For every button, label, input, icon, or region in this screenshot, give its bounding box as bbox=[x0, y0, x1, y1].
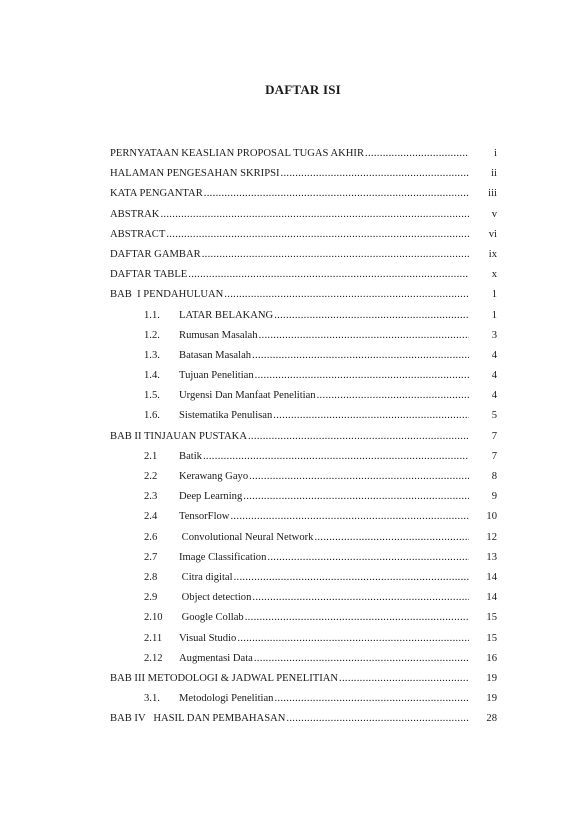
toc-dot-leader bbox=[317, 390, 469, 401]
toc-entry-number: 2.3 bbox=[144, 491, 158, 503]
toc-dot-leader bbox=[274, 693, 469, 704]
toc-dot-leader bbox=[365, 148, 469, 159]
toc-entry-label: Rumusan Masalah bbox=[179, 329, 258, 341]
toc-entry-label: BAB IV HASIL DAN PEMBAHASAN bbox=[110, 713, 286, 725]
toc-entry-page: i bbox=[494, 148, 497, 159]
toc-entry-label: Citra digital bbox=[179, 571, 233, 583]
toc-entry-page: 7 bbox=[491, 450, 497, 462]
toc-entry-label: Sistematika Penulisan bbox=[179, 410, 273, 422]
toc-entry-label: Batik bbox=[179, 450, 202, 462]
toc-entry bbox=[110, 471, 497, 491]
page-title: DAFTAR ISI bbox=[265, 82, 341, 97]
toc-dot-leader bbox=[254, 653, 469, 664]
toc-entry-label: Tujuan Penelitian bbox=[179, 370, 254, 382]
toc-entry-page: 9 bbox=[491, 491, 497, 503]
toc-entry-number: 1.1. bbox=[144, 309, 160, 321]
toc-dot-leader bbox=[273, 410, 469, 421]
toc-entry-page: ix bbox=[488, 248, 497, 260]
toc-entry-page: 1 bbox=[491, 289, 497, 301]
toc-entry-label: LATAR BELAKANG bbox=[179, 309, 274, 321]
toc-entry-page: 5 bbox=[491, 410, 497, 422]
toc-entry-label: KATA PENGANTAR bbox=[110, 188, 203, 200]
toc-entry bbox=[110, 209, 497, 229]
toc-entry bbox=[110, 673, 497, 693]
toc-entry bbox=[110, 289, 497, 309]
toc-dot-leader bbox=[249, 471, 469, 482]
toc-entry-label: DAFTAR TABLE bbox=[110, 269, 188, 281]
toc-entry bbox=[110, 653, 497, 673]
toc-entry bbox=[110, 188, 497, 208]
toc-entry bbox=[110, 350, 497, 370]
toc-entry-label: Augmentasi Data bbox=[179, 652, 253, 664]
toc-entry-number: 1.5. bbox=[144, 390, 160, 402]
toc-dot-leader bbox=[252, 350, 469, 361]
toc-entry-label: Convolutional Neural Network bbox=[179, 531, 314, 543]
toc-entry-page: 12 bbox=[486, 531, 497, 543]
toc-entry bbox=[110, 451, 497, 471]
toc-entry bbox=[110, 491, 497, 511]
toc-entry bbox=[110, 532, 497, 552]
toc-entry-label: Visual Studio bbox=[179, 632, 237, 644]
toc-entry-page: 15 bbox=[486, 632, 497, 644]
toc-entry-page: 14 bbox=[486, 592, 497, 604]
toc-entry bbox=[110, 269, 497, 289]
toc-dot-leader bbox=[203, 451, 469, 462]
toc-entry-page: 4 bbox=[491, 370, 497, 382]
toc-dot-leader bbox=[204, 188, 469, 199]
toc-entry bbox=[110, 572, 497, 592]
toc-entry bbox=[110, 612, 497, 632]
toc-dot-leader bbox=[286, 713, 469, 724]
toc-entry-page: 16 bbox=[486, 652, 497, 664]
toc-entry-page: 4 bbox=[491, 349, 497, 361]
toc-entry bbox=[110, 330, 497, 350]
toc-entry bbox=[110, 431, 497, 451]
toc-entry bbox=[110, 148, 497, 168]
toc-entry bbox=[110, 592, 497, 612]
toc-dot-leader bbox=[281, 168, 469, 179]
toc-entry-page: v bbox=[491, 208, 497, 220]
toc-entry-number: 1.4. bbox=[144, 370, 160, 382]
toc-entry bbox=[110, 410, 497, 430]
toc-dot-leader bbox=[255, 370, 469, 381]
table-of-contents bbox=[110, 148, 497, 733]
toc-entry-label: Deep Learning bbox=[179, 491, 243, 503]
toc-entry-page: 3 bbox=[491, 329, 497, 341]
toc-dot-leader bbox=[314, 532, 469, 543]
toc-entry-number: 3.1. bbox=[144, 693, 160, 705]
toc-entry-label: Google Collab bbox=[179, 612, 244, 624]
toc-entry-number: 1.2. bbox=[144, 329, 160, 341]
toc-entry-number: 2.8 bbox=[144, 571, 158, 583]
toc-entry-label: HALAMAN PENGESAHAN SKRIPSI bbox=[110, 168, 280, 180]
toc-entry-label: BAB I PENDAHULUAN bbox=[110, 289, 224, 301]
toc-entry-label: Urgensi Dan Manfaat Penelitian bbox=[179, 390, 316, 402]
toc-entry bbox=[110, 229, 497, 249]
toc-entry-page: 10 bbox=[486, 511, 497, 523]
toc-entry-page: 19 bbox=[486, 693, 497, 705]
toc-entry-label: BAB III METODOLOGI & JADWAL PENELITIAN bbox=[110, 672, 339, 684]
toc-dot-leader bbox=[252, 592, 469, 603]
toc-entry-label: PERNYATAAN KEASLIAN PROPOSAL TUGAS AKHIR bbox=[110, 148, 365, 159]
toc-entry-number: 2.12 bbox=[144, 652, 163, 664]
toc-dot-leader bbox=[188, 269, 469, 280]
toc-entry-label: BAB II TINJAUAN PUSTAKA bbox=[110, 430, 247, 442]
toc-entry-number: 2.7 bbox=[144, 551, 158, 563]
toc-dot-leader bbox=[274, 310, 469, 321]
toc-dot-leader bbox=[224, 289, 469, 300]
toc-entry-number: 1.3. bbox=[144, 349, 160, 361]
toc-entry-page: 8 bbox=[491, 471, 497, 482]
toc-entry-number: 2.9 bbox=[144, 592, 158, 604]
toc-entry-page: x bbox=[491, 269, 497, 281]
toc-entry-label: Kerawang Gayo bbox=[179, 471, 249, 482]
toc-entry-page: 7 bbox=[491, 430, 497, 442]
toc-entry-page: vi bbox=[488, 228, 497, 240]
toc-entry bbox=[110, 370, 497, 390]
toc-dot-leader bbox=[248, 431, 469, 442]
toc-entry-number: 2.6 bbox=[144, 531, 158, 543]
toc-dot-leader bbox=[245, 612, 469, 623]
toc-entry-number: 1.6. bbox=[144, 410, 160, 422]
toc-entry-label: TensorFlow bbox=[179, 511, 230, 523]
toc-dot-leader bbox=[234, 572, 469, 583]
toc-entry-page: 4 bbox=[491, 390, 497, 402]
toc-dot-leader bbox=[237, 633, 469, 644]
toc-entry-page: iii bbox=[488, 188, 497, 200]
toc-entry-page: 14 bbox=[486, 571, 497, 583]
toc-entry-page: 19 bbox=[486, 672, 497, 684]
toc-entry-number: 2.11 bbox=[144, 632, 163, 644]
toc-dot-leader bbox=[259, 330, 469, 341]
toc-entry-page: 15 bbox=[486, 612, 497, 624]
toc-dot-leader bbox=[267, 552, 469, 563]
toc-entry-page: 13 bbox=[486, 551, 497, 563]
toc-dot-leader bbox=[243, 491, 469, 502]
toc-entry-page: 1 bbox=[491, 309, 497, 321]
toc-entry bbox=[110, 390, 497, 410]
toc-entry-label: ABSTRAK bbox=[110, 208, 160, 220]
toc-entry-label: DAFTAR GAMBAR bbox=[110, 248, 201, 260]
toc-entry-label: Batasan Masalah bbox=[179, 349, 252, 361]
toc-entry-label: Image Classification bbox=[179, 551, 267, 563]
toc-entry bbox=[110, 713, 497, 733]
toc-entry bbox=[110, 693, 497, 713]
toc-entry-number: 2.4 bbox=[144, 511, 158, 523]
toc-entry bbox=[110, 168, 497, 188]
toc-dot-leader bbox=[230, 511, 469, 522]
toc-entry-label: ABSTRACT bbox=[110, 228, 166, 240]
toc-entry bbox=[110, 310, 497, 330]
toc-entry-number: 2.1 bbox=[144, 450, 158, 462]
toc-entry bbox=[110, 552, 497, 572]
toc-dot-leader bbox=[339, 673, 469, 684]
toc-entry bbox=[110, 249, 497, 269]
toc-entry-page: ii bbox=[491, 168, 497, 180]
toc-dot-leader bbox=[202, 249, 469, 260]
toc-dot-leader bbox=[160, 209, 469, 220]
toc-entry bbox=[110, 633, 497, 653]
toc-entry-number: 2.2 bbox=[144, 471, 158, 482]
toc-entry-page: 28 bbox=[486, 713, 497, 725]
toc-entry-label: Metodologi Penelitian bbox=[179, 693, 274, 705]
toc-entry-number: 2.10 bbox=[144, 612, 163, 624]
toc-entry-label: Object detection bbox=[179, 592, 252, 604]
toc-dot-leader bbox=[166, 229, 469, 240]
toc-entry bbox=[110, 511, 497, 531]
